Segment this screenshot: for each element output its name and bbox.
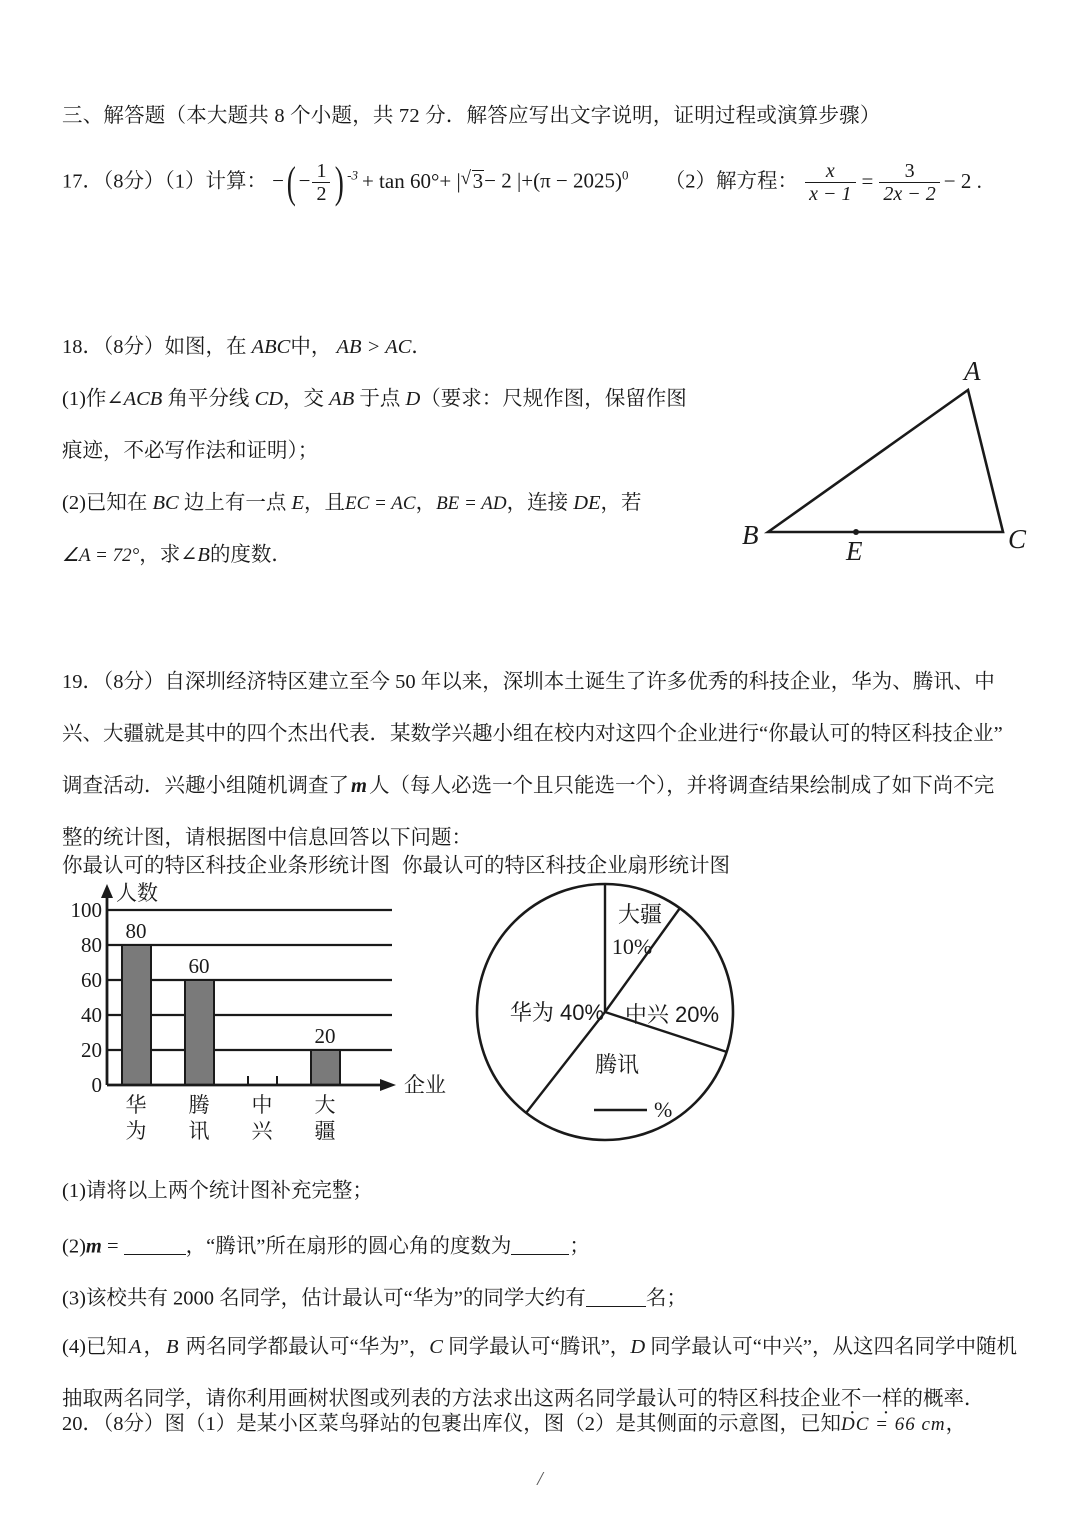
expr1-abs-tail: − 2 | <box>484 168 522 193</box>
y-tick-labels <box>71 898 103 1097</box>
q20-score: （8分） <box>103 1413 165 1435</box>
q18-l4-suffix: ，若 <box>600 492 642 514</box>
emphasis-different: 不一样 · · <box>841 1388 903 1410</box>
triangle-abc-label: ABC <box>251 336 291 358</box>
expr2-tail: − 2 . <box>943 168 982 193</box>
expr1-exponent: -3 <box>347 167 358 183</box>
cat-dji-2: 疆 <box>314 1120 336 1143</box>
q18-score: （8分） <box>103 336 165 358</box>
pie-label-zte: 中兴 20% <box>624 1002 720 1027</box>
cat-huawei-2: 为 <box>125 1120 147 1143</box>
fraction-x-over-x-minus-1 <box>805 160 855 206</box>
numerator: x <box>825 160 835 182</box>
q19-s2-eq: = <box>101 1235 124 1258</box>
q17-part1-label: （1）计算： <box>164 170 267 193</box>
right-paren: ) <box>335 158 345 208</box>
svg-text:60: 60 <box>81 968 102 992</box>
divider-tencent-huawei <box>526 1012 605 1113</box>
angle-b: B <box>197 544 210 566</box>
segment-cd: CD <box>254 388 284 410</box>
q20-number: 20． <box>62 1413 103 1435</box>
expr1-tail: + tan 60°+ | <box>361 168 461 193</box>
denominator: x − 1 <box>805 182 855 205</box>
q19-sub-3 <box>62 1285 687 1309</box>
q18-line1-mid: 中， <box>290 336 332 358</box>
q19-l3-b: 人（每人必选一个且只能选一个），并将调查结果绘制成了如下尚不完 <box>368 775 995 797</box>
y-axis-title: 人数 <box>116 882 158 905</box>
svg-text:80: 80 <box>81 933 102 957</box>
question-18-line-3: 痕迹，不必写作法和证明）； <box>62 440 319 462</box>
segment-bc: BC <box>152 492 179 514</box>
q18-l4-mid1: 边上有一点 <box>178 492 292 514</box>
fraction-3-over-2x-minus-2 <box>879 160 939 206</box>
student-d: D <box>630 1336 646 1358</box>
denominator: 2 <box>312 182 330 205</box>
q19-s4-l2-a: 抽取两名同学，请你利用画树状图或列表的方法求出这两名同学最认可的特区科技企业 <box>62 1388 841 1410</box>
pie-label-huawei: 华为 40% <box>509 1000 605 1025</box>
q17-number: 17． <box>62 170 103 193</box>
page-mark: / <box>537 1468 543 1490</box>
numerator: 1 <box>316 160 327 182</box>
question-18-line-5 <box>62 545 292 566</box>
q18-l2-mid3: 于点 <box>354 388 406 410</box>
q18-l4-mid4: ，连接 <box>506 492 574 514</box>
expr1-lead: − <box>272 168 284 193</box>
numerator: 3 <box>904 160 915 182</box>
pie-chart <box>462 872 782 1147</box>
student-b: B <box>165 1336 179 1358</box>
svg-text:0: 0 <box>91 1073 102 1097</box>
pie-label-tencent-pct: % <box>654 1097 673 1122</box>
answer-blank-angle[interactable] <box>511 1233 569 1255</box>
q20-text: 图（1）是某小区菜鸟驿站的包裹出库仪，图（2）是其侧面的示意图，已知 <box>164 1413 841 1435</box>
segment-de: DE <box>573 492 601 514</box>
q17-score: （8分） <box>103 170 165 193</box>
denominator: 2x − 2 <box>879 182 939 205</box>
cat-zte-1: 中 <box>251 1094 273 1117</box>
bar-tencent <box>185 980 214 1085</box>
label-A: A <box>964 358 981 386</box>
expr1-base-sign: − <box>298 168 311 193</box>
q18-number: 18． <box>62 336 103 358</box>
bar-dji <box>311 1050 340 1085</box>
value-huawei: 80 <box>125 919 147 943</box>
q19-sub-1: (1)请将以上两个统计图补充完整； <box>62 1180 373 1202</box>
question-18-line-2 <box>62 389 687 410</box>
q19-s2-prefix: (2) <box>62 1235 86 1258</box>
expr1-pi-term: π − 2025 <box>540 168 616 193</box>
q19-s4-mid3: 同学最认可“中兴”，从这四名同学中随机 <box>645 1336 1017 1358</box>
svg-text:40: 40 <box>81 1003 102 1027</box>
q17-expression-1: −( − $\frac{1}{2}$ ) $^{-3}$ + tan 60°+ | √ 3− 2 $|+(\pi - 2025)^0$ <box>272 160 628 206</box>
point-d: D <box>405 388 421 410</box>
q19-s3-prefix: (3)该校共有 2000 名同学，估计最认可“华为”的同学大约有 <box>62 1287 586 1310</box>
relation-ab-gt-ac: AB > AC <box>336 336 412 358</box>
point-e: E <box>291 492 305 514</box>
q19-sub-4-line-2 <box>62 1389 985 1410</box>
q19-s4-l2-b: 的概率． <box>902 1388 985 1410</box>
pie-label-tencent: 腾讯 <box>594 1052 640 1077</box>
cat-tencent-2: 讯 <box>188 1120 210 1143</box>
angle-a-value: ∠A = 72° <box>62 545 140 566</box>
bar-chart-caption: 你最认可的特区科技企业条形统计图 <box>62 855 390 877</box>
q18-l4-mid2: ，且 <box>304 492 346 514</box>
pie-chart-caption: 你最认可的特区科技企业扇形统计图 <box>402 855 730 877</box>
svg-text:100: 100 <box>70 898 102 922</box>
equals-sign: = <box>861 168 874 193</box>
q18-line1-end: ． <box>411 336 432 358</box>
triangle-diagram <box>736 358 1046 573</box>
answer-blank-m[interactable] <box>124 1233 186 1255</box>
q19-score: （8分） <box>103 671 165 693</box>
q19-s4-mid1: 两名同学都最认可“华为”， <box>180 1336 430 1358</box>
q19-sub-2 <box>62 1233 590 1257</box>
q18-l5-mid: ，求∠ <box>139 544 198 566</box>
student-a: A <box>128 1336 142 1358</box>
q19-s3-suffix: 名； <box>645 1287 687 1310</box>
section-heading: 三、解答题（本大题共 8 个小题，共 72 分．解答应写出文字说明，证明过程或演算步骤） <box>62 105 881 127</box>
expr1-close-exp: 0 <box>622 167 629 183</box>
question-17 <box>62 160 982 206</box>
question-19-line-1 <box>62 672 995 693</box>
expr1-plus: +( <box>521 168 541 193</box>
x-axis-title: 企业 <box>404 1074 446 1097</box>
measurement-dc: DC = 66 cm <box>841 1414 946 1435</box>
x-axis-arrow <box>380 1079 396 1091</box>
question-18-line-4 <box>62 493 642 514</box>
sqrt-three: √ 3 <box>461 170 485 192</box>
variable-m: m <box>351 775 367 797</box>
student-c: C <box>429 1336 443 1358</box>
q19-l3-a: 调查活动．兴趣小组随机调查了 <box>62 775 349 797</box>
equation-be-ad: BE = AD <box>436 493 507 514</box>
q19-s4-comma: ， <box>143 1336 164 1358</box>
question-19-line-3 <box>62 776 994 797</box>
q18-l2-prefix: (1)作∠ <box>62 388 124 410</box>
q18-l4-mid3: ， <box>415 492 437 514</box>
q18-l2-mid1: 角平分线 <box>162 388 255 410</box>
value-tencent: 60 <box>188 954 210 978</box>
segment-ab: AB <box>329 388 355 410</box>
q19-s2-suffix: ； <box>569 1235 590 1258</box>
q18-l2-mid2: ，交 <box>283 388 330 410</box>
question-19-line-2: 兴、大疆就是其中的四个杰出代表．某数学兴趣小组在校内对这四个企业进行“你最认可的特区科技企业” <box>62 723 1003 745</box>
answer-blank-students[interactable] <box>586 1285 646 1307</box>
cat-huawei-1: 华 <box>125 1094 147 1117</box>
bar-value-labels <box>126 919 336 1048</box>
q19-body-1: 自深圳经济特区建立至今 50 年以来，深圳本土诞生了许多优秀的科技企业，华为、腾讯、中 <box>164 671 995 693</box>
y-axis-arrow <box>101 884 113 898</box>
q18-l4-prefix: (2)已知在 <box>62 492 153 514</box>
equation-ec-ac: EC = AC <box>345 493 416 514</box>
bar-chart <box>62 880 462 1170</box>
cat-tencent-1: 腾 <box>188 1094 210 1117</box>
q19-s2-mid: ，“腾讯”所在扇形的圆心角的度数为 <box>185 1235 512 1258</box>
label-C: C <box>1008 524 1027 554</box>
pie-label-dji: 大疆 <box>617 902 663 927</box>
label-B: B <box>742 520 759 550</box>
pie-label-dji-pct: 10% <box>611 934 653 959</box>
q17-expression-2 <box>803 160 982 206</box>
q20-tail: ， <box>945 1413 967 1435</box>
variable-m: m <box>85 1235 102 1258</box>
q17-part2-label: （2）解方程： <box>664 170 799 193</box>
q18-l2-suffix: （要求：尺规作图，保留作图 <box>420 388 687 410</box>
cat-dji-1: 大 <box>314 1094 336 1117</box>
bar-huawei <box>122 945 151 1085</box>
fraction-one-half <box>312 160 330 206</box>
q18-intro: 如图，在 <box>164 336 247 358</box>
point-e-marker <box>853 529 859 535</box>
left-paren: ( <box>286 158 296 208</box>
value-dji: 20 <box>314 1024 336 1048</box>
q18-l5-suffix: 的度数． <box>209 544 292 566</box>
svg-text:20: 20 <box>81 1038 102 1062</box>
q19-number: 19． <box>62 671 103 693</box>
question-20 <box>62 1414 966 1435</box>
category-labels <box>126 1094 336 1143</box>
angle-acb: ACB <box>123 388 163 410</box>
question-18-line-1 <box>62 337 432 358</box>
q19-sub-4-line-1 <box>62 1337 1017 1358</box>
question-19-line-4: 整的统计图，请根据图中信息回答以下问题： <box>62 827 472 849</box>
label-E: E <box>846 536 863 566</box>
q19-s4-prefix: (4)已知 <box>62 1336 127 1358</box>
q19-s4-mid2: 同学最认可“腾讯”， <box>442 1336 631 1358</box>
cat-zte-2: 兴 <box>251 1120 273 1143</box>
